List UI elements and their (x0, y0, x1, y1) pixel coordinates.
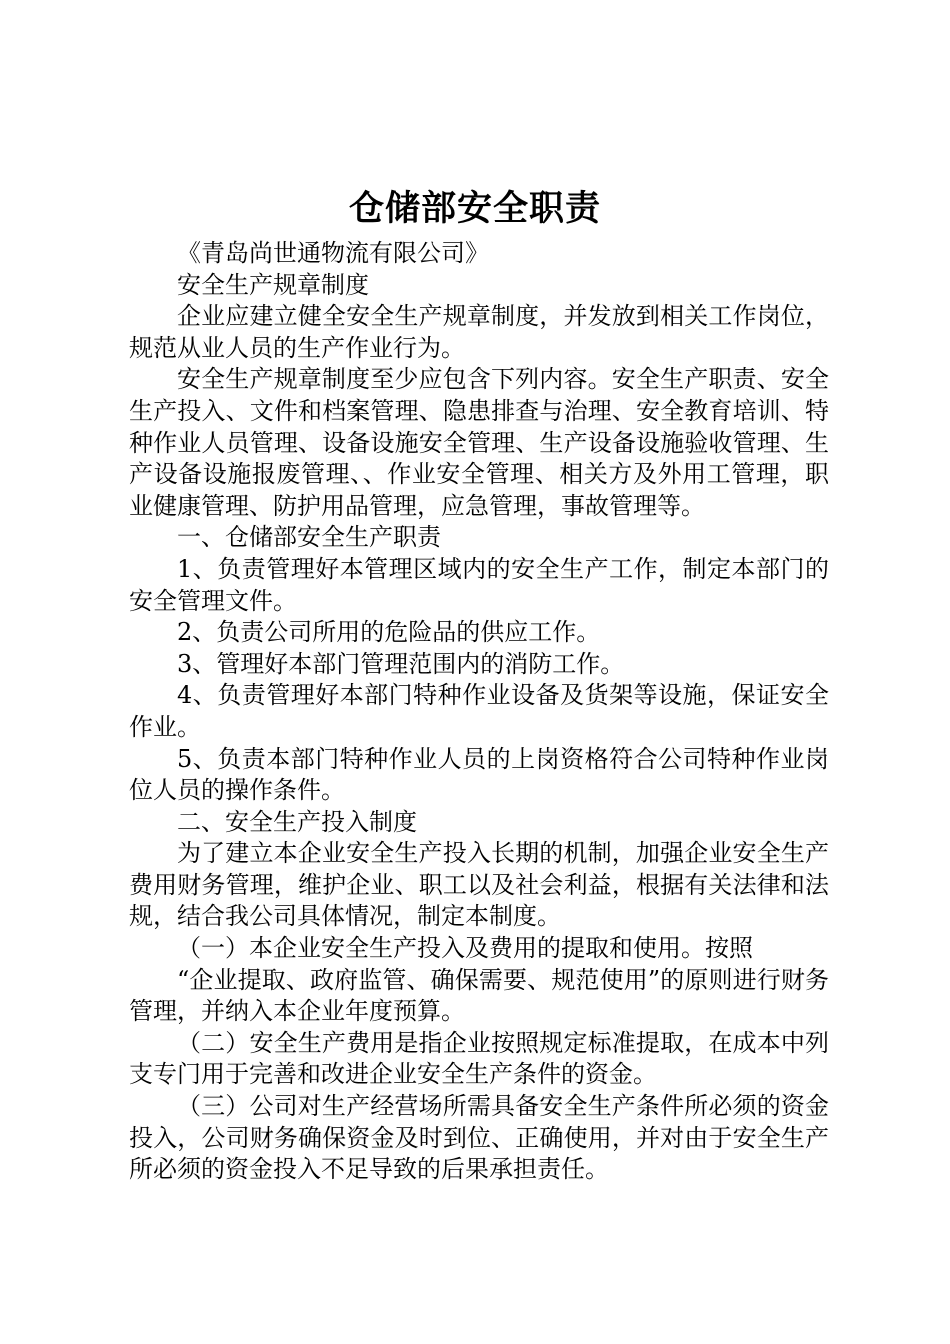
body-paragraph: “企业提取、政府监管、确保需要、规范使用”的原则进行财务管理，并纳入本企业年度预算。 (129, 965, 829, 1026)
body-paragraph: 企业应建立健全安全生产规章制度，并发放到相关工作岗位，规范从业人员的生产作业行为。 (129, 302, 829, 362)
list-item: 2、负责公司所用的危险品的供应工作。 (177, 618, 601, 647)
list-item: 1、负责管理好本管理区域内的安全生产工作，制定本部门的安全管理文件。 (129, 554, 829, 615)
list-item: 4、负责管理好本部门特种作业设备及货架等设施，保证安全作业。 (129, 681, 829, 741)
section-heading: 安全生产规章制度 (177, 270, 369, 299)
body-paragraph: （三）公司对生产经营场所需具备安全生产条件所必须的资金投入，公司财务确保资金及时到位、正确使用，并对由于安全生产所必须的资金投入不足导致的后果承担责任。 (129, 1092, 829, 1184)
section-heading: 二、安全生产投入制度 (177, 807, 417, 836)
list-item: 5、负责本部门特种作业人员的上岗资格符合公司特种作业岗位人员的操作条件。 (129, 744, 829, 805)
document-body (129, 238, 829, 1186)
list-item: 3、管理好本部门管理范围内的消防工作。 (177, 649, 625, 678)
body-paragraph: 安全生产规章制度至少应包含下列内容。安全生产职责、安全生产投入、文件和档案管理、隐患排查与治理、安全教育培训、特种作业人员管理、设备设施安全管理、生产设备设施验收管理、生产设备设施报废管理、、作业安全管理、相关方及外用工管理，职业健康管理、防护用品管理，应急管理，事故管理等。 (129, 365, 829, 520)
document-title: 仓储部安全职责 (348, 188, 601, 229)
body-paragraph: 为了建立本企业安全生产投入长期的机制，加强企业安全生产费用财务管理，维护企业、职工以及社会利益，根据有关法律和法规，结合我公司具体情况，制定本制度。 (129, 839, 829, 931)
body-paragraph: （一）本企业安全生产投入及费用的提取和使用。按照 (177, 934, 753, 963)
company-name: 《青岛尚世通物流有限公司》 (177, 239, 489, 267)
section-heading: 一、仓储部安全生产职责 (177, 523, 441, 552)
body-paragraph: （二）安全生产费用是指企业按照规定标准提取，在成本中列支专门用于完善和改进企业安全生产条件的资金。 (129, 1028, 829, 1089)
